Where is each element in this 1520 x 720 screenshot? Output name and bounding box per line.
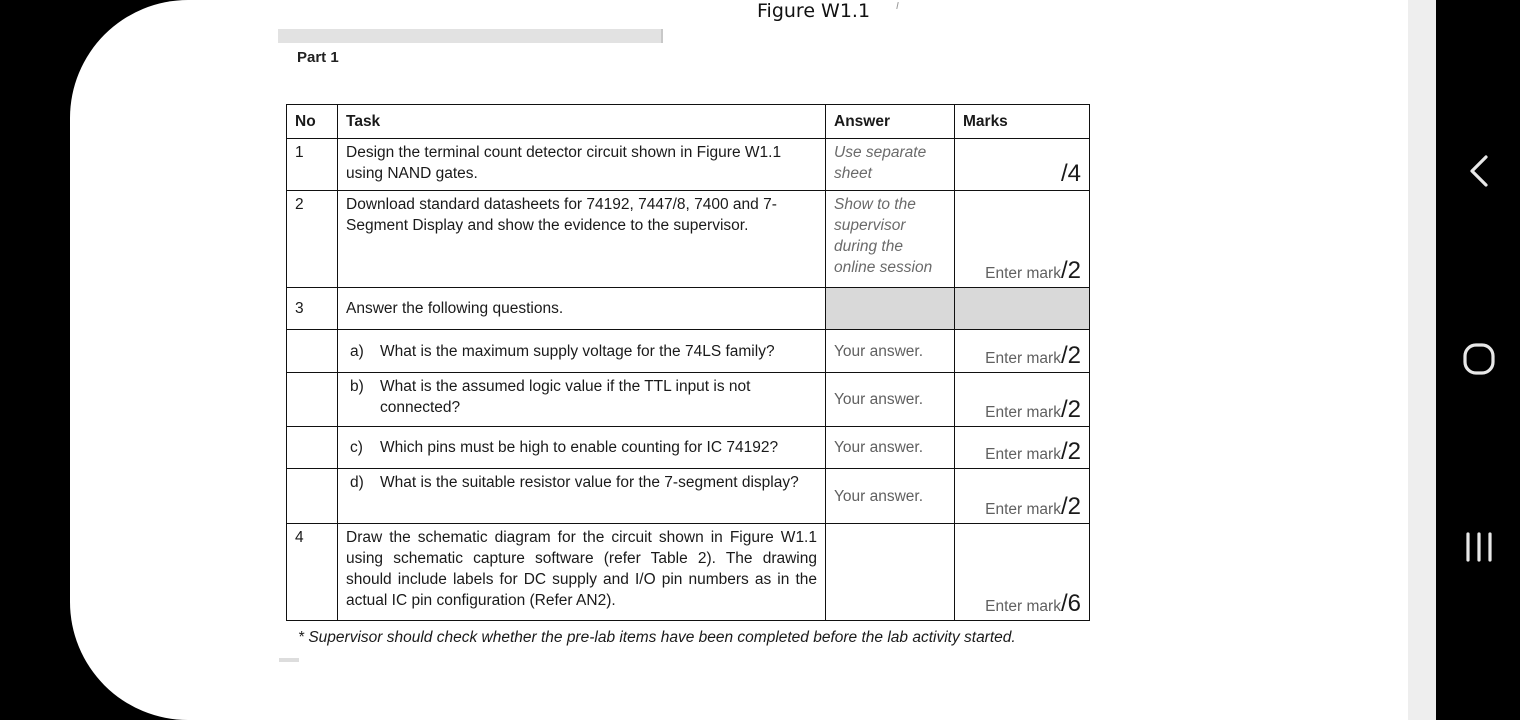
row-number-empty	[287, 373, 338, 427]
header-answer: Answer	[826, 105, 955, 139]
mark-cell[interactable]	[955, 427, 1090, 469]
subquestion	[338, 427, 826, 469]
task-text: Design the terminal count detector circuit shown in Figure W1.1 using NAND gates.	[338, 139, 826, 191]
answer-hint: Use separate sheet	[826, 139, 955, 191]
subquestion-label: d)	[350, 474, 364, 491]
mark-cell-shaded	[955, 288, 1090, 330]
figure-caption: Figure W1.1	[757, 0, 871, 22]
back-icon	[1467, 153, 1491, 189]
answer-cell-shaded	[826, 288, 955, 330]
table-row	[287, 469, 1090, 524]
recents-button[interactable]	[1456, 524, 1502, 570]
recents-icon	[1464, 532, 1494, 562]
mark-denominator: /6	[1060, 590, 1081, 617]
top-gray-bar-end	[661, 29, 663, 43]
answer-cell-empty	[826, 524, 955, 621]
header-no: No	[287, 105, 338, 139]
mark-cell[interactable]	[955, 469, 1090, 524]
answer-hint: Show to the supervisor during the online session	[826, 191, 955, 288]
table-row	[287, 330, 1090, 373]
subquestion	[338, 330, 826, 373]
answer-input[interactable]: Your answer.	[826, 330, 955, 373]
row-number-empty	[287, 330, 338, 373]
enter-mark-placeholder[interactable]: Enter mark	[985, 265, 1061, 282]
mark-denominator: /2	[1060, 396, 1081, 423]
subquestion-label: c)	[350, 439, 363, 456]
row-number-empty	[287, 427, 338, 469]
header-task: Task	[338, 105, 826, 139]
subquestion-label: b)	[350, 378, 364, 395]
subquestion-text: Which pins must be high to enable counting for IC 74192?	[380, 439, 779, 456]
sheet-edge	[1408, 0, 1436, 720]
mark-cell[interactable]	[955, 330, 1090, 373]
subquestion	[338, 469, 826, 524]
row-number: 2	[287, 191, 338, 288]
task-text: Draw the schematic diagram for the circuit shown in Figure W1.1 using schematic capture software (refer Table 2). The drawing should include labels for DC supply and I/O pin numbers as in the actual IC pin configuration (Refer AN2).	[338, 524, 826, 621]
mark-denominator: /2	[1060, 493, 1081, 520]
enter-mark-placeholder[interactable]: Enter mark	[985, 350, 1061, 367]
table-row	[287, 288, 1090, 330]
top-gray-bar	[278, 29, 662, 43]
mark-denominator: /2	[1060, 342, 1081, 369]
table-row	[287, 373, 1090, 427]
navigation-bar	[1436, 0, 1520, 720]
enter-mark-placeholder[interactable]: Enter mark	[985, 501, 1061, 518]
back-button[interactable]	[1456, 148, 1502, 194]
table-row	[287, 524, 1090, 621]
mark-cell[interactable]	[955, 524, 1090, 621]
footnote: * Supervisor should check whether the pre-lab items have been completed before the lab activity started.	[298, 629, 1016, 646]
subquestion	[338, 373, 826, 427]
row-number: 4	[287, 524, 338, 621]
subquestion-label: a)	[350, 342, 364, 360]
enter-mark-placeholder[interactable]: Enter mark	[985, 446, 1061, 463]
row-number: 1	[287, 139, 338, 191]
mark-cell[interactable]	[955, 191, 1090, 288]
mark-denominator: /2	[1060, 257, 1081, 284]
answer-input[interactable]: Your answer.	[826, 427, 955, 469]
mark-denominator: /4	[1060, 160, 1081, 187]
row-number-empty	[287, 469, 338, 524]
task-table	[286, 104, 1090, 621]
subquestion-text: What is the maximum supply voltage for the 74LS family?	[380, 342, 775, 360]
answer-input[interactable]: Your answer.	[826, 469, 955, 524]
footnote-bar	[279, 658, 299, 662]
header-marks: Marks	[955, 105, 1090, 139]
mark-cell	[955, 139, 1090, 191]
enter-mark-placeholder[interactable]: Enter mark	[985, 598, 1061, 615]
subquestion-text: What is the suitable resistor value for the 7-segment display?	[380, 474, 799, 491]
task-text: Download standard datasheets for 74192, 7447/8, 7400 and 7-Segment Display and show the evidence to the supervisor.	[338, 191, 826, 288]
table-row	[287, 427, 1090, 469]
enter-mark-placeholder[interactable]: Enter mark	[985, 404, 1061, 421]
answer-input[interactable]: Your answer.	[826, 373, 955, 427]
row-number: 3	[287, 288, 338, 330]
table-header-row	[287, 105, 1090, 139]
home-button[interactable]	[1456, 336, 1502, 382]
table-row	[287, 139, 1090, 191]
mark-cell[interactable]	[955, 373, 1090, 427]
table-row	[287, 191, 1090, 288]
home-icon	[1462, 342, 1496, 376]
subquestion-text: What is the assumed logic value if the TTL input is not connected?	[380, 378, 751, 416]
part-title: Part 1	[297, 49, 339, 66]
mark-denominator: /2	[1060, 438, 1081, 465]
task-text: Answer the following questions.	[338, 288, 826, 330]
